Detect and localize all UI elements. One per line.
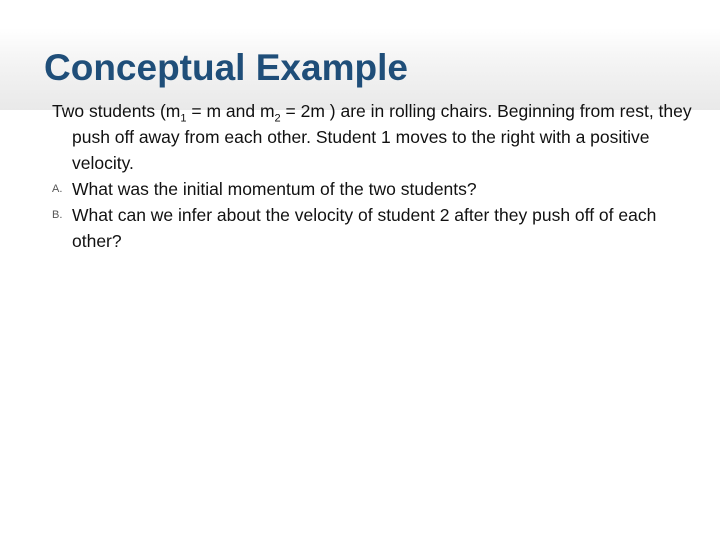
slide-body <box>52 98 692 254</box>
intro-text-3: = 2m ) are in rolling chairs. Beginning from rest, they push off away from each other. Student 1 moves to the right with a positive velocity. <box>72 101 692 173</box>
slide-title: Conceptual Example <box>44 47 408 88</box>
question-a <box>52 176 692 202</box>
subscript-2: 2 <box>274 112 281 125</box>
intro-text-1: Two students (m <box>52 101 181 121</box>
question-a-marker: A. <box>52 183 63 195</box>
question-b-marker: B. <box>52 209 63 221</box>
subscript-1: 1 <box>180 112 187 125</box>
problem-statement <box>52 98 692 176</box>
question-b <box>52 202 692 254</box>
question-b-text: What can we infer about the velocity of student 2 after they push off of each other? <box>72 205 657 251</box>
intro-text-2: = m and m <box>186 101 275 121</box>
question-a-text: What was the initial momentum of the two students? <box>72 179 477 199</box>
